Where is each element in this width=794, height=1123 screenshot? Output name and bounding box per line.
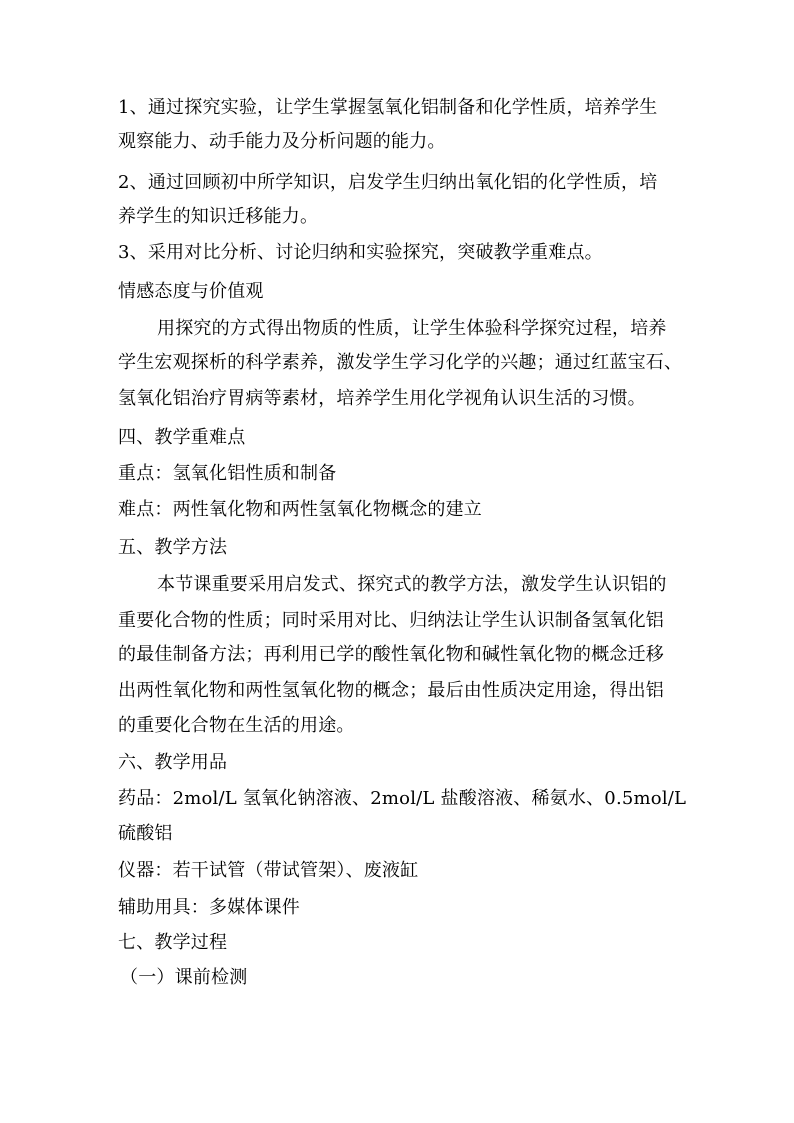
attitude-paragraph-line-2: 学生宏观探析的科学素养，激发学生学习化学的兴趣；通过红蓝宝石、: [118, 352, 683, 373]
attitude-paragraph-line-1: 用探究的方式得出物质的性质，让学生体验科学探究过程，培养: [157, 318, 667, 339]
reagents-line-1: 药品：2mol/L 氢氧化钠溶液、2mol/L 盐酸溶液、稀氨水、0.5mol/L: [118, 788, 687, 809]
section-heading-teaching-materials: 六、教学用品: [118, 752, 228, 773]
objective-2-line-2: 养学生的知识迁移能力。: [118, 206, 319, 227]
subsection-heading-pre-class-test: （一）课前检测: [120, 967, 248, 988]
section-heading-attitude-values: 情感态度与价值观: [118, 281, 264, 302]
methods-paragraph-line-2: 重要化合物的性质；同时采用对比、归纳法让学生认识制备氢氧化铝: [118, 610, 664, 631]
methods-paragraph-line-1: 本节课重要采用启发式、探究式的教学方法，激发学生认识铝的: [157, 574, 667, 595]
section-heading-teaching-methods: 五、教学方法: [118, 537, 228, 558]
reagents-line-2: 硫酸铝: [118, 823, 173, 844]
methods-paragraph-line-3: 的最佳制备方法；再利用已学的酸性氧化物和碱性氧化物的概念迁移: [118, 644, 664, 665]
methods-paragraph-line-5: 的重要化合物在生活的用途。: [118, 715, 355, 736]
key-point-line: 重点：氢氧化铝性质和制备: [118, 463, 337, 484]
objective-2-line-1: 2、通过回顾初中所学知识，启发学生归纳出氧化铝的化学性质，培: [118, 172, 658, 193]
objective-1-line-2: 观察能力、动手能力及分析问题的能力。: [118, 131, 446, 152]
objective-3-line: 3、采用对比分析、讨论归纳和实验探究，突破教学重难点。: [118, 242, 603, 263]
instruments-line: 仪器：若干试管（带试管架）、废液缸: [118, 860, 419, 881]
methods-paragraph-line-4: 出两性氧化物和两性氢氧化物的概念；最后由性质决定用途，得出铝: [118, 680, 664, 701]
section-heading-key-points: 四、教学重难点: [118, 427, 246, 448]
section-heading-teaching-process: 七、教学过程: [118, 932, 228, 953]
difficulty-line: 难点：两性氧化物和两性氢氧化物概念的建立: [118, 499, 482, 520]
attitude-paragraph-line-3: 氢氧化铝治疗胃病等素材，培养学生用化学视角认识生活的习惯。: [118, 388, 646, 409]
aids-line: 辅助用具：多媒体课件: [118, 897, 300, 918]
objective-1-line-1: 1、通过探究实验，让学生掌握氢氧化铝制备和化学性质，培养学生: [118, 97, 658, 118]
